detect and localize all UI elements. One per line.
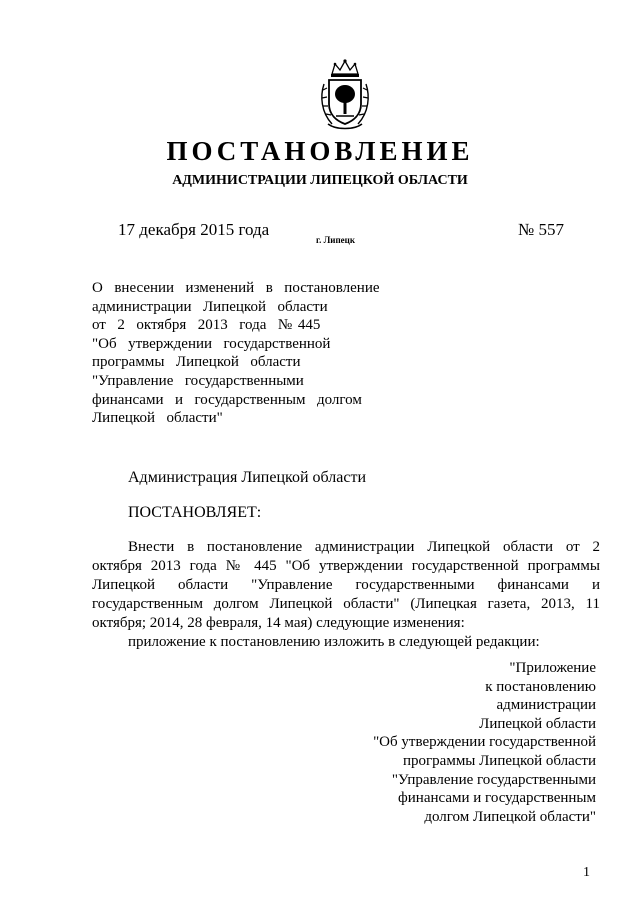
document-type-title: ПОСТАНОВЛЕНИЕ <box>166 136 474 166</box>
resolves-heading: ПОСТАНОВЛЯЕТ: <box>128 504 262 521</box>
subject-line: от 2 октября 2013 года № 445 <box>92 317 321 334</box>
appendix-line: "Управление государственными <box>391 771 596 788</box>
subject-line: программы Липецкой области <box>92 354 301 371</box>
paragraph-line: октября 2013 года № 445 "Об утверждении государственной программы <box>92 558 600 574</box>
instruction-line: приложение к постановлению изложить в следующей редакции: <box>128 634 540 650</box>
appendix-line: долгом Липецкой области" <box>424 808 596 825</box>
paragraph-line: государственным долгом Липецкой области" (Липецкая газета, 2013, 11 <box>92 596 600 612</box>
resolution-paragraph <box>92 538 600 652</box>
issuer-heading: АДМИНИСТРАЦИИ ЛИПЕЦКОЙ ОБЛАСТИ <box>172 173 468 188</box>
subject-line: О внесении изменений в постановление <box>92 280 380 296</box>
paragraph-line: Внести в постановление администрации Липецкой области от 2 <box>128 539 600 555</box>
subject-line: Липецкой области" <box>92 410 223 427</box>
appendix-line: финансами и государственным <box>398 790 596 807</box>
appendix-line: "Приложение <box>509 660 596 676</box>
appendix-line: администрации <box>496 697 596 714</box>
appendix-header <box>373 659 596 826</box>
appendix-line: Липецкой области <box>479 715 596 732</box>
subject-line: администрации Липецкой области <box>92 298 328 315</box>
appendix-line: к постановлению <box>485 678 596 695</box>
document-number: № 557 <box>518 220 564 239</box>
coat-of-arms-emblem <box>318 58 372 130</box>
appendix-line: "Об утверждении государственной <box>373 734 596 751</box>
document-date: 17 декабря 2015 года <box>118 220 270 239</box>
page-number: 1 <box>583 865 590 880</box>
paragraph-line: Липецкой области "Управление государственными финансами и <box>92 577 600 593</box>
paragraph-line: октября; 2014, 28 февраля, 14 мая) следующие изменения: <box>92 615 465 631</box>
appendix-line: программы Липецкой области <box>402 752 596 769</box>
subject-block <box>92 279 392 428</box>
document-city: г. Липецк <box>316 235 356 245</box>
subject-line: "Об утверждении государственной <box>92 335 331 352</box>
subject-line: финансами и государственным долгом <box>92 391 362 408</box>
addressee-line: Администрация Липецкой области <box>128 469 367 486</box>
subject-line: "Управление государственными <box>92 372 304 389</box>
